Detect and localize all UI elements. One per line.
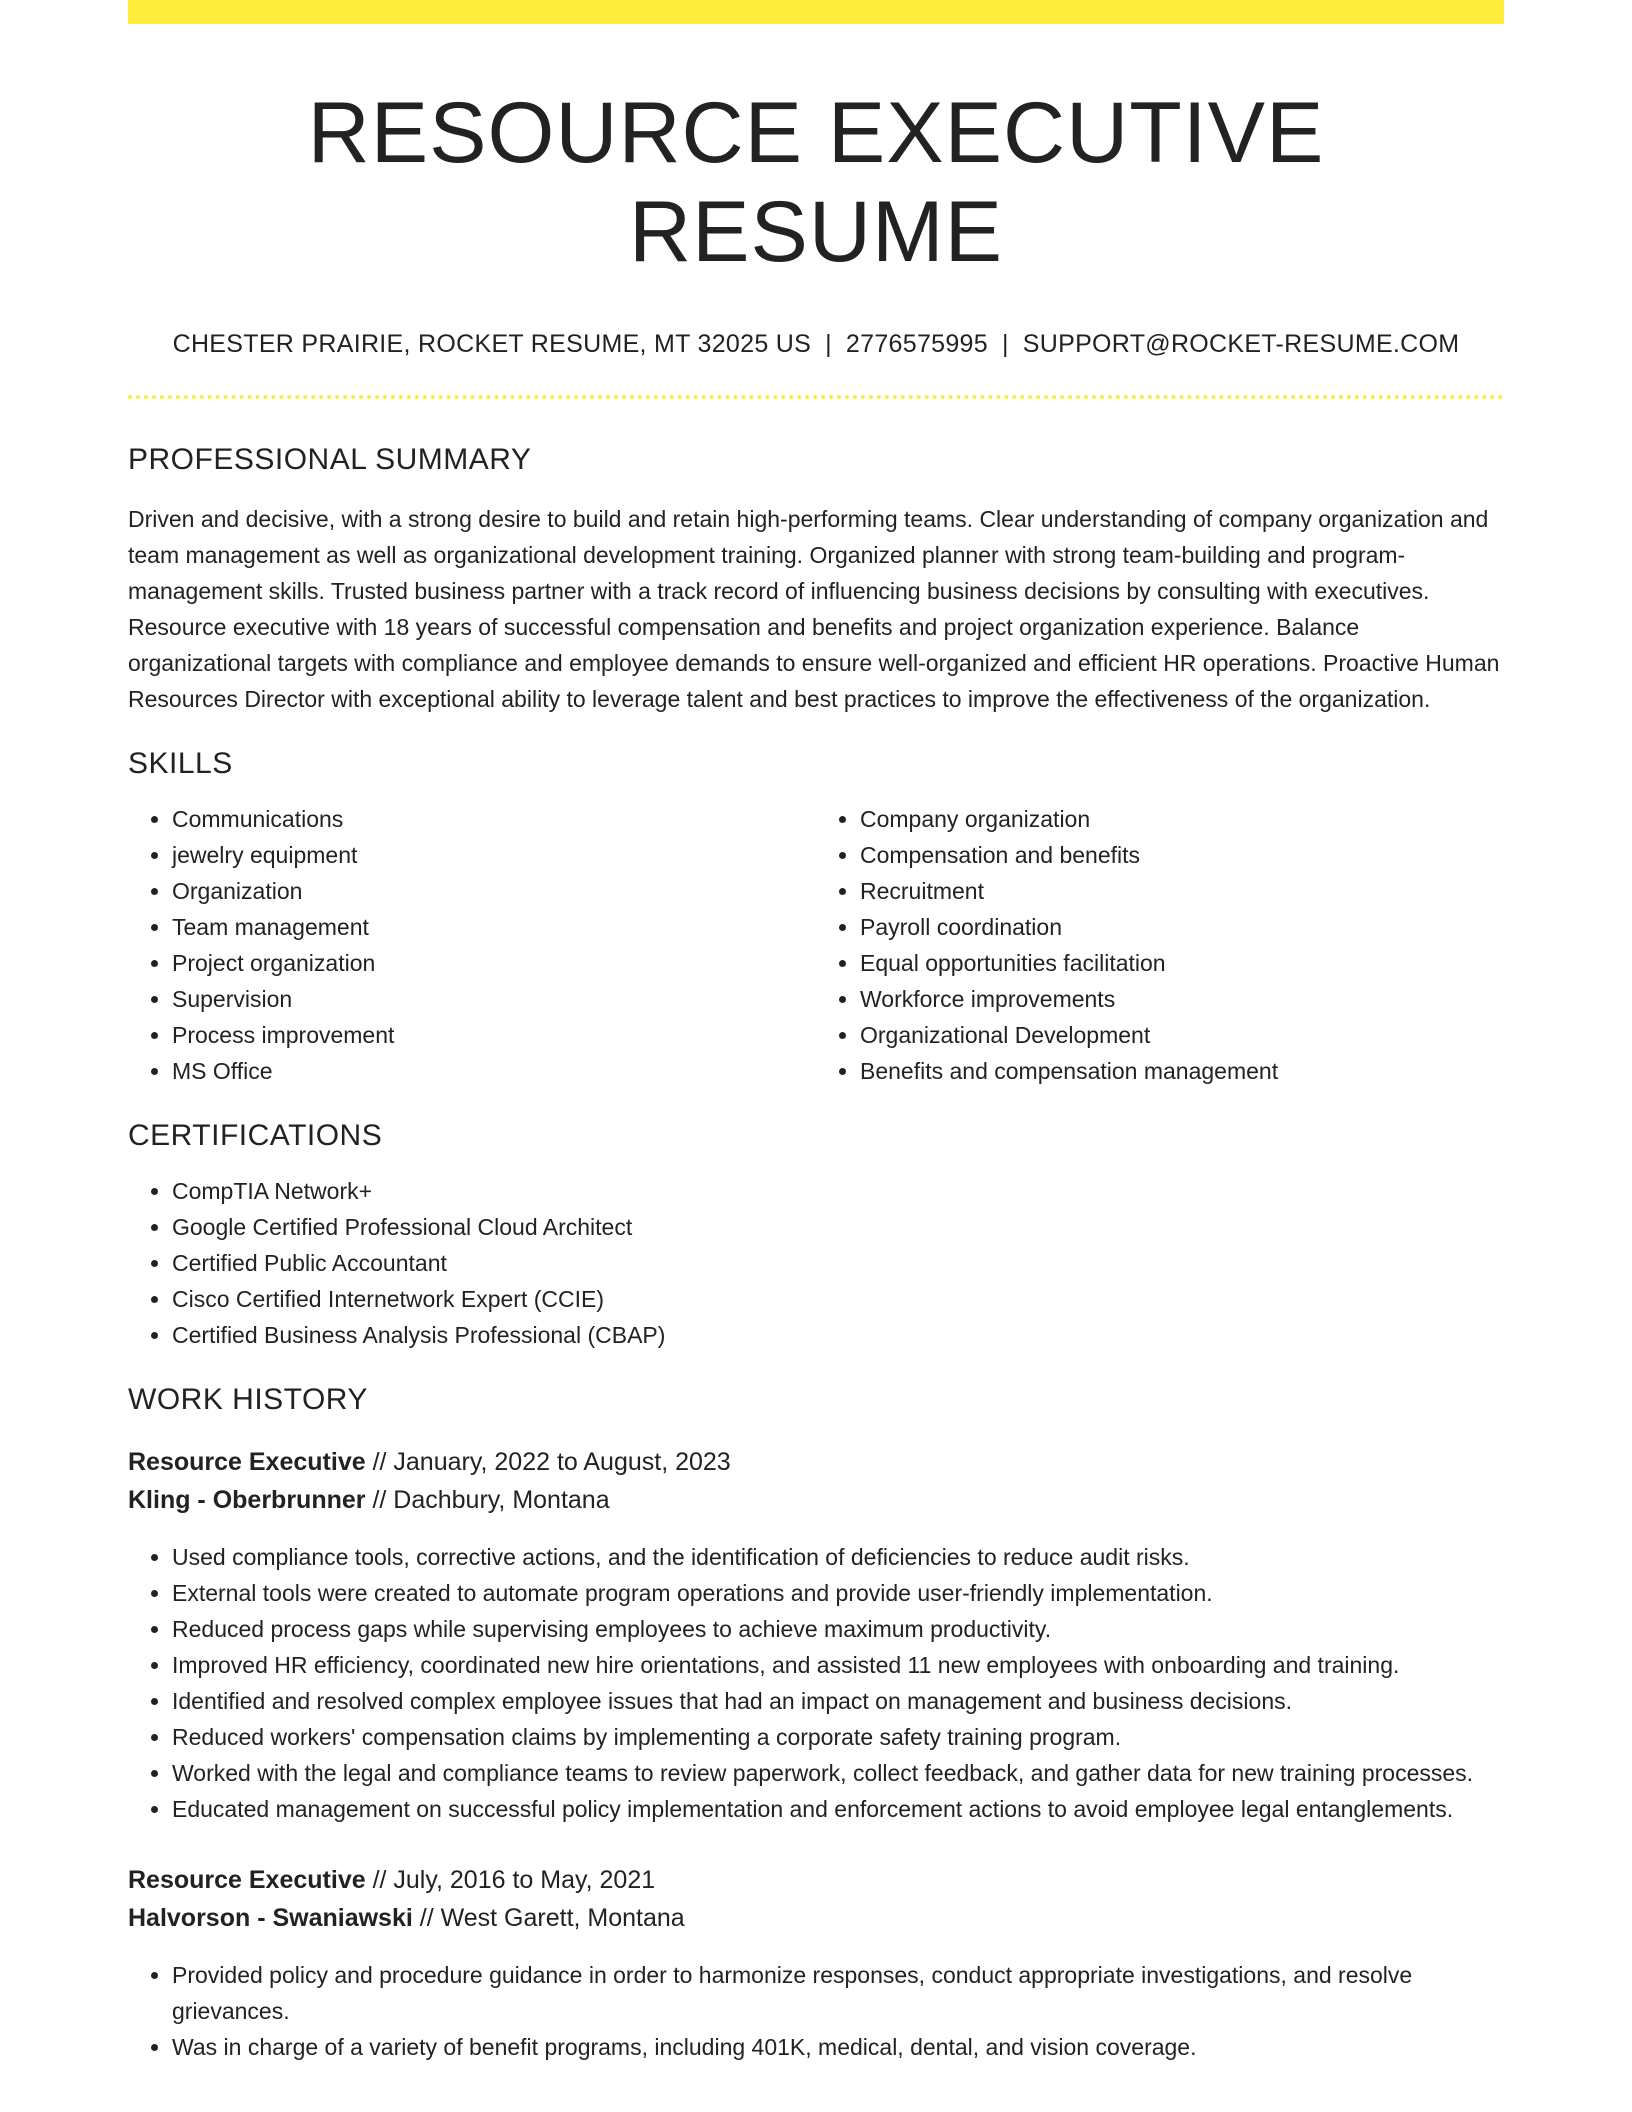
skills-title: SKILLS [128, 746, 233, 780]
top-accent-bar [128, 0, 1504, 24]
job-bullets [128, 1957, 1504, 2065]
job-bullet: • Identified and resolved complex employee issues that had an impact on management and business decisions. [172, 1683, 1504, 1719]
job-bullet: • External tools were created to automate program operations and provide user-friendly implementation. [172, 1575, 1504, 1611]
job-bullet: • Reduced process gaps while supervising employees to achieve maximum productivity. [172, 1611, 1504, 1647]
skill-item: • MS Office [172, 1053, 816, 1089]
job-bullets [128, 1539, 1504, 1827]
summary-text: Driven and decisive, with a strong desire to build and retain high-performing teams. Clear understanding of company organization and team management as well as organizational development training. Organized planner with strong team-building and program-management skills. Trusted business partner with a track record of influencing business decisions by consulting with executives. Resource executive with 18 years of successful compensation and benefits and project organization experience. Balance organizational targets with compliance and employee demands to ensure well-organized and efficient HR operations. Proactive Human Resources Director with exceptional ability to leverage talent and best practices to improve the effectiveness of the organization. [128, 505, 1500, 712]
resume-title: RESOURCE EXECUTIVE RESUME [307, 85, 1325, 280]
certification-item: • Certified Business Analysis Professional (CBAP) [172, 1317, 1504, 1353]
job-bullet: • Educated management on successful policy implementation and enforcement actions to avoid employee legal entanglements. [172, 1791, 1504, 1827]
header-divider [128, 395, 1504, 399]
summary-title: PROFESSIONAL SUMMARY [128, 442, 532, 476]
contact-line [128, 330, 1504, 359]
skill-item: • Organization [172, 873, 816, 909]
skill-item: • Workforce improvements [860, 981, 1504, 1017]
certification-item: • Cisco Certified Internetwork Expert (CCIE) [172, 1281, 1504, 1317]
job-company: Halvorson - Swaniawski [128, 1903, 413, 1932]
skill-item: • Process improvement [172, 1017, 816, 1053]
resume-page [128, 0, 1504, 2065]
skill-item: • jewelry equipment [172, 837, 816, 873]
job-entry [128, 1443, 1504, 1827]
job-entry [128, 1861, 1504, 2065]
job-dates: // January, 2022 to August, 2023 [365, 1447, 731, 1476]
certification-item: • Certified Public Accountant [172, 1245, 1504, 1281]
job-bullet: • Reduced workers' compensation claims by implementing a corporate safety training program. [172, 1719, 1504, 1755]
job-dates: // July, 2016 to May, 2021 [365, 1865, 656, 1894]
contact-email: SUPPORT@ROCKET-RESUME.COM [1022, 329, 1460, 358]
job-location: // West Garett, Montana [412, 1903, 685, 1932]
contact-address: CHESTER PRAIRIE, ROCKET RESUME, MT 32025 US [172, 329, 812, 358]
skill-item: • Equal opportunities facilitation [860, 945, 1504, 981]
certifications-list [128, 1173, 1504, 1353]
skill-item: • Compensation and benefits [860, 837, 1504, 873]
work-history-title: WORK HISTORY [128, 1382, 368, 1416]
job-bullet: • Used compliance tools, corrective actions, and the identification of deficiencies to reduce audit risks. [172, 1539, 1504, 1575]
job-location: // Dachbury, Montana [365, 1485, 610, 1514]
job-bullet: • Worked with the legal and compliance teams to review paperwork, collect feedback, and gather data for new training processes. [172, 1755, 1504, 1791]
contact-phone: 2776575995 [845, 329, 988, 358]
certification-item: • CompTIA Network+ [172, 1173, 1504, 1209]
contact-separator: | [825, 329, 832, 358]
certification-item: • Google Certified Professional Cloud Architect [172, 1209, 1504, 1245]
skill-item: • Communications [172, 801, 816, 837]
skill-item: • Payroll coordination [860, 909, 1504, 945]
skill-item: • Team management [172, 909, 816, 945]
skill-item: • Project organization [172, 945, 816, 981]
job-bullet: • Provided policy and procedure guidance in order to harmonize responses, conduct appropriate investigations, and resolve grievances. [172, 1957, 1504, 2029]
job-header [128, 1861, 1504, 1937]
skills-list-left [128, 801, 816, 1089]
skill-item: • Company organization [860, 801, 1504, 837]
skills-grid [128, 801, 1504, 1089]
skill-item: • Organizational Development [860, 1017, 1504, 1053]
skills-list-right [816, 801, 1504, 1089]
job-bullet: • Improved HR efficiency, coordinated new hire orientations, and assisted 11 new employees with onboarding and training. [172, 1647, 1504, 1683]
job-bullet: • Was in charge of a variety of benefit programs, including 401K, medical, dental, and vision coverage. [172, 2029, 1504, 2065]
job-header [128, 1443, 1504, 1519]
skill-item: • Recruitment [860, 873, 1504, 909]
skill-item: • Supervision [172, 981, 816, 1017]
job-role: Resource Executive [128, 1447, 366, 1476]
contact-separator: | [1001, 329, 1009, 358]
job-role: Resource Executive [128, 1865, 366, 1894]
skill-item: • Benefits and compensation management [860, 1053, 1504, 1089]
certifications-title: CERTIFICATIONS [128, 1118, 383, 1152]
job-company: Kling - Oberbrunner [128, 1485, 366, 1514]
